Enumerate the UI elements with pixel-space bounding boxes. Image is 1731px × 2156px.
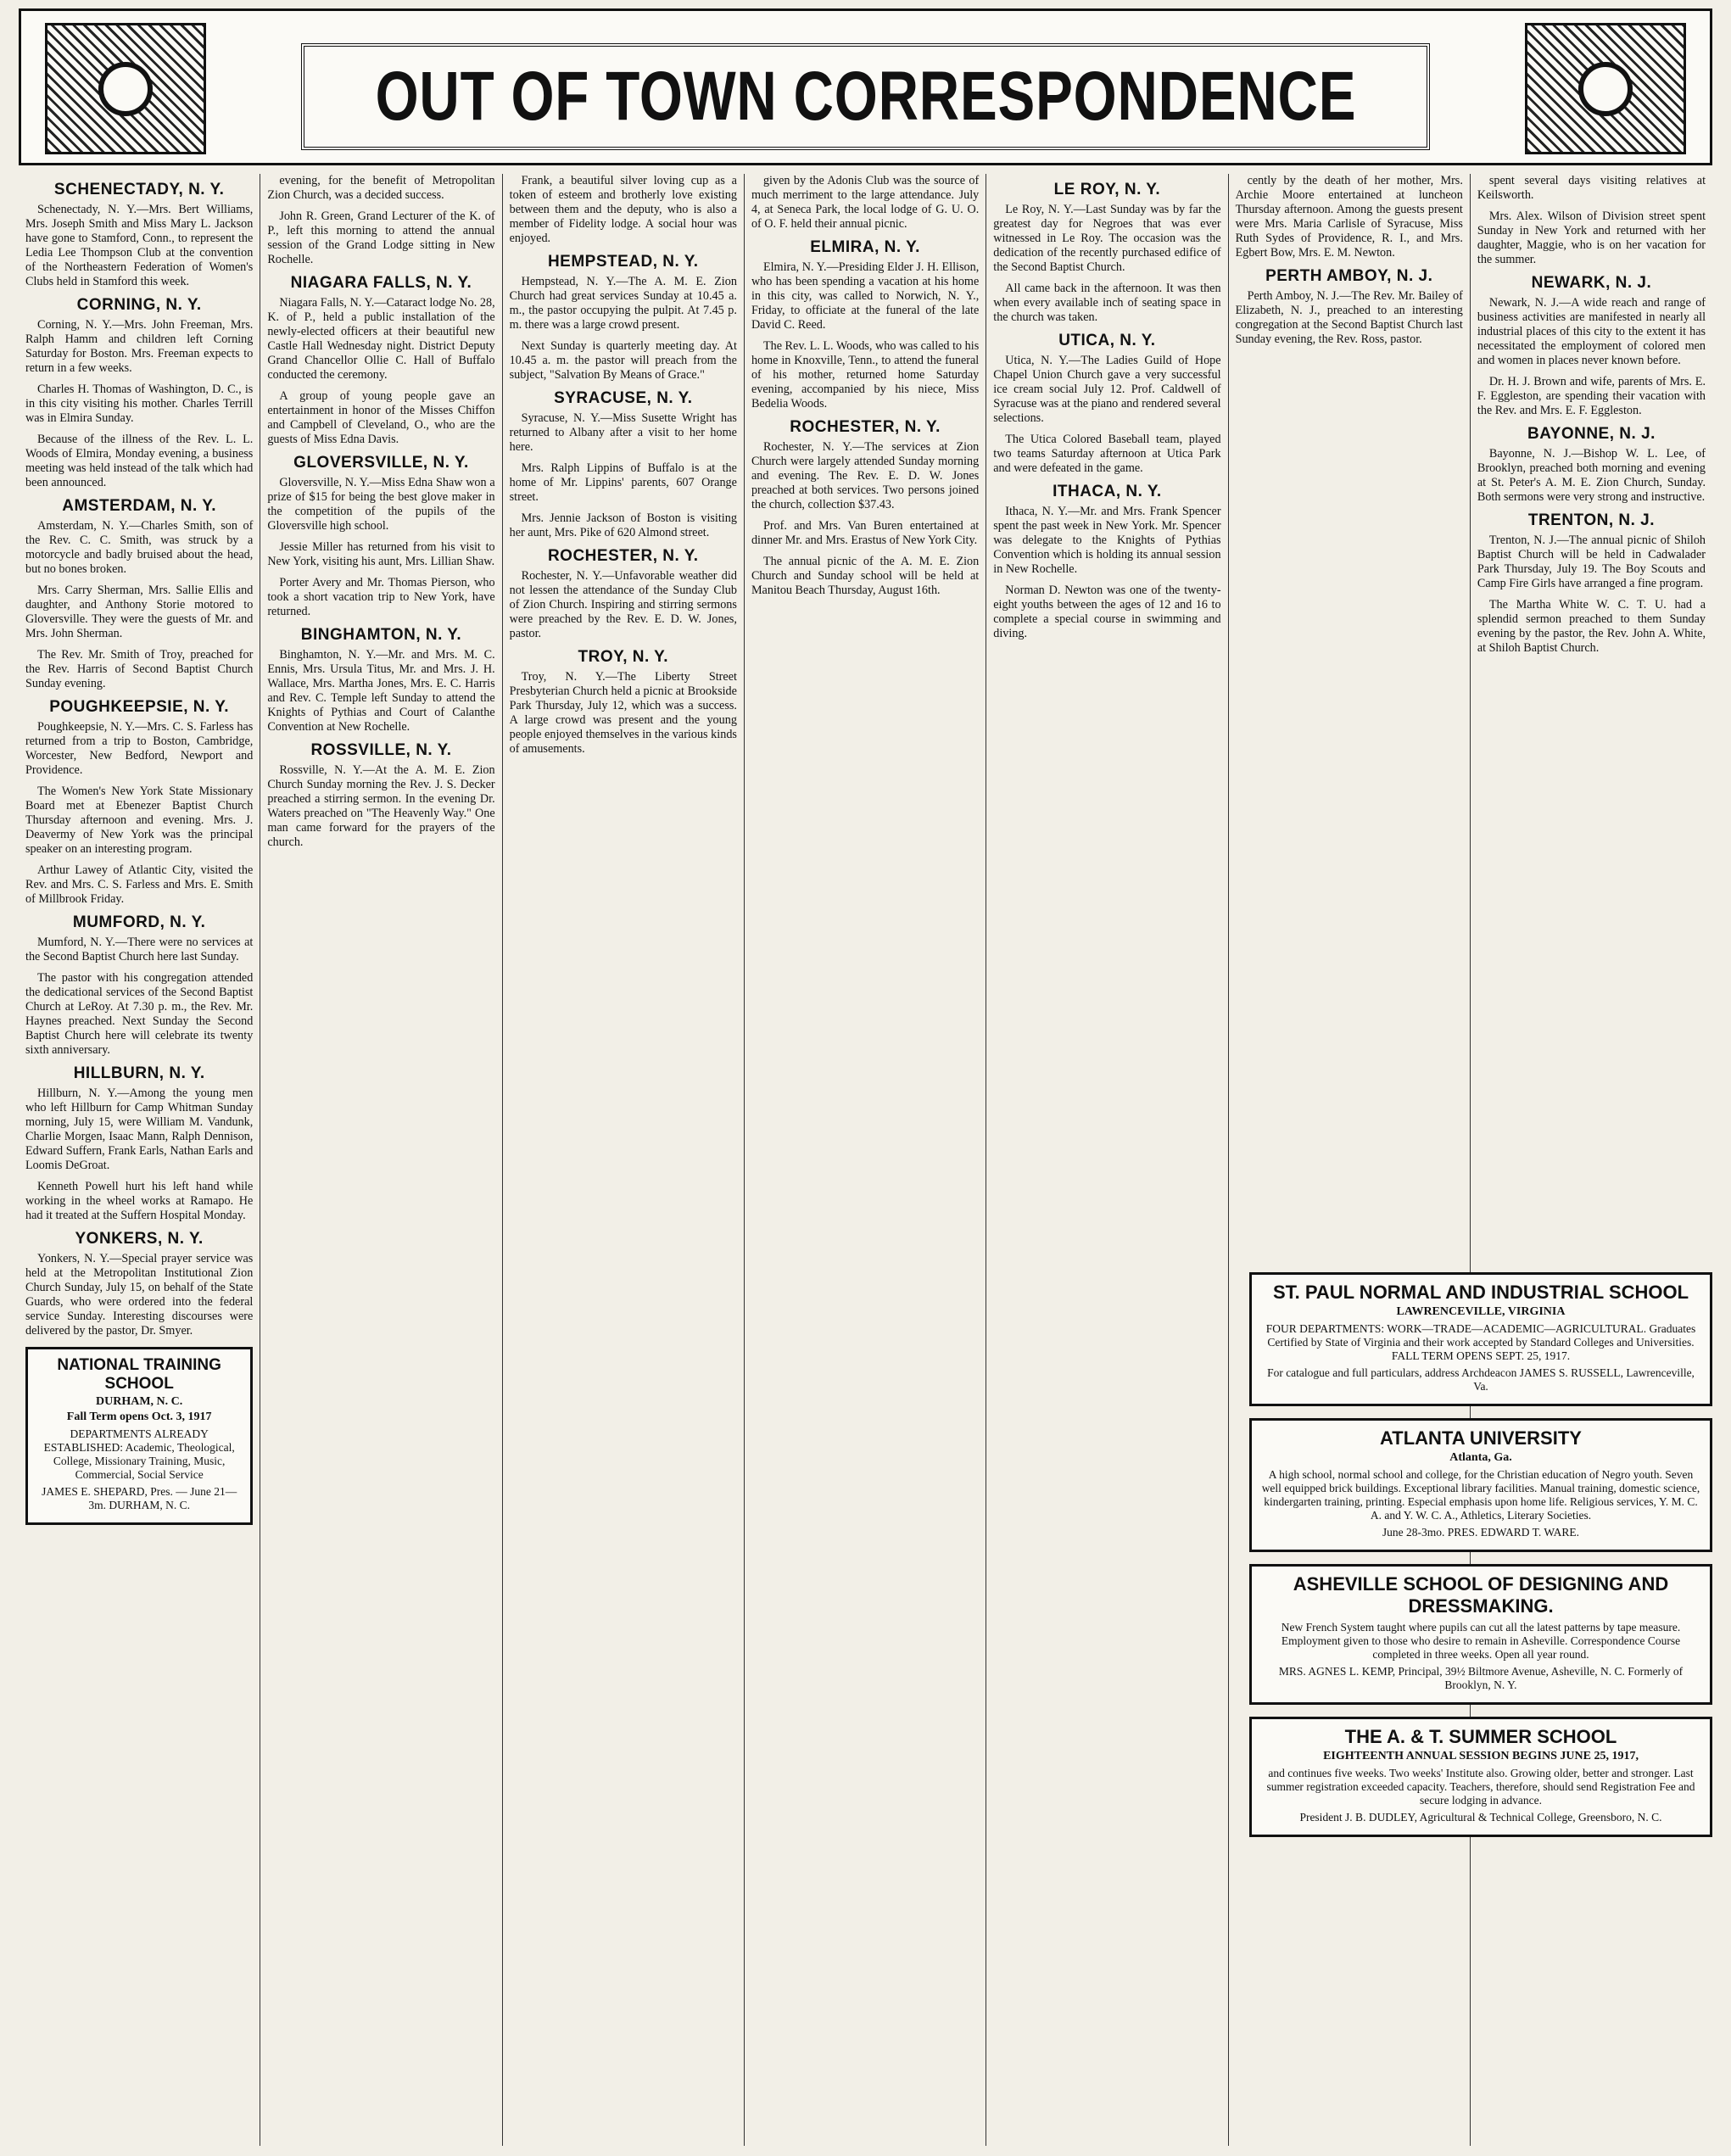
- article-paragraph: Jessie Miller has returned from his visit to New York, visiting his aunt, Mrs. Lillian Shaw.: [267, 540, 495, 568]
- article-paragraph: Utica, N. Y.—The Ladies Guild of Hope Chapel Union Church gave a very successful ice cream social July 12. Prof. Caldwell of Syracuse was at the piano and rendered several selections.: [993, 354, 1221, 425]
- ad-asheville: [1249, 1564, 1712, 1705]
- article-paragraph: Corning, N. Y.—Mrs. John Freeman, Mrs. Ralph Hamm and children left Corning Saturday for Boston. Mrs. Freeman expects to return in a few weeks.: [25, 318, 254, 375]
- article-paragraph: spent several days visiting relatives at Keilsworth.: [1477, 174, 1706, 202]
- ornament-right-icon: [1525, 23, 1686, 154]
- article-paragraph: Schenectady, N. Y.—Mrs. Bert Williams, Mrs. Joseph Smith and Miss Mary L. Jackson have gone to Stamford, Conn., to represent the Ledia Lee Thompson Club at the convention of the Northeastern Federation of Women's Clubs held in Stamford this week.: [25, 203, 254, 288]
- ad-title: ATLANTA UNIVERSITY: [1380, 1427, 1582, 1449]
- dateline-heading: TROY, N. Y.: [578, 648, 669, 666]
- article-paragraph: Poughkeepsie, N. Y.—Mrs. C. S. Farless has returned from a trip to Boston, Cambridge, Worcester, New Bedford, Newport and Providence.: [25, 720, 254, 777]
- article-paragraph: The Rev. Mr. Smith of Troy, preached for the Rev. Harris of Second Baptist Church Sunday evening.: [25, 648, 254, 690]
- article-paragraph: Mrs. Alex. Wilson of Division street spent Sunday in New York and returned with her daughter, Maggie, who is on her vacation for the summer.: [1477, 209, 1706, 266]
- dateline-heading: ELMIRA, N. Y.: [810, 238, 920, 256]
- dateline-heading: ROCHESTER, N. Y.: [547, 547, 699, 565]
- ad-subtitle: DURHAM, N. C.: [96, 1395, 183, 1408]
- article-paragraph: Mrs. Jennie Jackson of Boston is visiting her aunt, Mrs. Pike of 620 Almond street.: [509, 511, 737, 539]
- ad-body: and continues five weeks. Two weeks' Institute also. Growing older, better and stronger. Last summer registration exceeded capacity. Teachers, therefore, should send Registration Fee and secure lodging in advance.: [1266, 1767, 1695, 1807]
- article-paragraph: Hempstead, N. Y.—The A. M. E. Zion Church had great services Sunday at 10.45 a. m., the pastor occupying the pulpit. At 7.45 p. m. there was a large crowd present.: [509, 275, 737, 332]
- dateline-heading: ITHACA, N. Y.: [1053, 483, 1162, 500]
- ad-st-paul: [1249, 1272, 1712, 1406]
- article-paragraph: The pastor with his congregation attended the dedicational services of the Second Baptist Church at LeRoy. At 7.30 p. m., the Rev. Mr. Haynes preached. Next Sunday the Second Baptist Church here will celebrate its twenty sixth anniversary.: [25, 971, 254, 1057]
- dateline-heading: PERTH AMBOY, N. J.: [1265, 267, 1433, 285]
- ad-atlanta: [1249, 1418, 1712, 1552]
- article-paragraph: Mrs. Carry Sherman, Mrs. Sallie Ellis and daughter, and Anthony Storie motored to Gloversville. They were the guests of Mr. and Mrs. John Sherman.: [25, 584, 254, 640]
- article-paragraph: cently by the death of her mother, Mrs. Archie Moore entertained at luncheon Thursday afternoon. Among the guests present were Mrs. Maria Carlisle of Syracuse, Miss Ruth Sydes of Providence, R. I., and Mrs. Egbert Bow, Mrs. E. M. Newton.: [1235, 174, 1463, 260]
- article-paragraph: evening, for the benefit of Metropolitan Zion Church, was a decided success.: [267, 174, 495, 202]
- ad-contact: President J. B. DUDLEY, Agricultural & Technical College, Greensboro, N. C.: [1299, 1811, 1662, 1824]
- dateline-heading: CORNING, N. Y.: [76, 296, 202, 314]
- dateline-heading: ROCHESTER, N. Y.: [790, 418, 941, 436]
- article-paragraph: Norman D. Newton was one of the twenty-eight youths between the ages of 12 and 16 to complete a special course in swimming and diving.: [993, 584, 1221, 640]
- masthead-frame: [301, 43, 1430, 150]
- article-paragraph: Amsterdam, N. Y.—Charles Smith, son of the Rev. C. C. Smith, was struck by a motorcycle and badly bruised about the head, but no bones broken.: [25, 519, 254, 576]
- article-paragraph: Rossville, N. Y.—At the A. M. E. Zion Church Sunday morning the Rev. J. S. Decker preached a stirring sermon. In the evening Dr. Waters preached on "The Heavenly Way." One man came forward for the prayers of the church.: [267, 763, 495, 849]
- ad-term: Fall Term opens Oct. 3, 1917: [66, 1410, 212, 1423]
- article-paragraph: Gloversville, N. Y.—Miss Edna Shaw won a prize of $15 for being the best glove maker in the competition of the pupils of the Gloversville high school.: [267, 476, 495, 533]
- article-paragraph: The annual picnic of the A. M. E. Zion Church and Sunday school will be held at Manitou Beach Thursday, August 16th.: [751, 555, 980, 597]
- article-paragraph: Bayonne, N. J.—Bishop W. L. Lee, of Brooklyn, preached both morning and evening at St. Peter's A. M. E. Zion Church, Sunday. Both sermons were very strong and instructive.: [1477, 447, 1706, 504]
- ad-body: DEPARTMENTS ALREADY ESTABLISHED: Academic, Theological, College, Missionary Training, Music, Commercial, Social Service: [43, 1427, 235, 1481]
- article-paragraph: Mrs. Ralph Lippins of Buffalo is at the home of Mr. Lippins' parents, 607 Orange street.: [509, 461, 737, 504]
- article-paragraph: Binghamton, N. Y.—Mr. and Mrs. M. C. Ennis, Mrs. Ursula Titus, Mr. and Mrs. J. H. Wallace, Mrs. Martha Jones, Mrs. E. C. Harris and Rev. C. Temple left Sunday to attend the Knights of Pythias and Court of Calanthe Convention at New Rochelle.: [267, 648, 495, 734]
- column-1: [19, 174, 260, 2146]
- article-paragraph: Arthur Lawey of Atlantic City, visited the Rev. and Mrs. C. S. Farless and Mrs. E. Smith of Millbrook Friday.: [25, 863, 254, 906]
- dateline-heading: HEMPSTEAD, N. Y.: [547, 253, 699, 271]
- ad-contact: For catalogue and full particulars, address Archdeacon JAMES S. RUSSELL, Lawrenceville, Va.: [1267, 1366, 1695, 1393]
- article-paragraph: Kenneth Powell hurt his left hand while working in the wheel works at Ramapo. He had it treated at the Suffern Hospital Monday.: [25, 1180, 254, 1222]
- column-7: [1471, 174, 1712, 2146]
- ad-title: THE A. & T. SUMMER SCHOOL: [1344, 1726, 1617, 1747]
- ad-title: ASHEVILLE SCHOOL OF DESIGNING AND DRESSMAKING.: [1293, 1573, 1669, 1617]
- article-paragraph: Yonkers, N. Y.—Special prayer service was held at the Metropolitan Institutional Zion Church Sunday, July 15, on behalf of the State Guards, who were ordered into the federal service Sunday. Interesting discourses were delivered by the pastor, Dr. Smyer.: [25, 1252, 254, 1338]
- column-2: [260, 174, 502, 2146]
- dateline-heading: NEWARK, N. J.: [1531, 274, 1652, 292]
- dateline-heading: UTICA, N. Y.: [1058, 332, 1156, 349]
- article-paragraph: Because of the illness of the Rev. L. L. Woods of Elmira, Monday evening, a business meeting was held instead of the talk which had been announced.: [25, 433, 254, 489]
- dateline-heading: YONKERS, N. Y.: [75, 1230, 204, 1248]
- article-paragraph: Elmira, N. Y.—Presiding Elder J. H. Ellison, who has been spending a vacation at his home in this city, was called to Norwich, N. Y., Friday, to officiate at the funeral of the late David C. Reed.: [751, 260, 980, 332]
- article-paragraph: John R. Green, Grand Lecturer of the K. of P., left this morning to attend the annual session of the Grand Lodge sitting in New Rochelle.: [267, 209, 495, 266]
- ad-subtitle: Atlanta, Ga.: [1449, 1451, 1512, 1464]
- column-5: [986, 174, 1228, 2146]
- article-paragraph: The Utica Colored Baseball team, played two teams Saturday afternoon at Utica Park and were defeated in the game.: [993, 433, 1221, 475]
- ad-body: New French System taught where pupils can cut all the latest patterns by tape measure. Employment given to those who desire to remain in Asheville. Correspondence Course completed in three weeks. Open all year round.: [1281, 1621, 1681, 1661]
- ad-title: ST. PAUL NORMAL AND INDUSTRIAL SCHOOL: [1272, 1282, 1689, 1303]
- article-paragraph: The Women's New York State Missionary Board met at Ebenezer Baptist Church Thursday afternoon and evening. Mrs. J. Deavermy of New York was the principal speaker on an interesting program.: [25, 785, 254, 856]
- article-paragraph: Mumford, N. Y.—There were no services at the Second Baptist Church here last Sunday.: [25, 936, 254, 963]
- dateline-heading: BINGHAMTON, N. Y.: [300, 626, 462, 644]
- ad-contact: MRS. AGNES L. KEMP, Principal, 39½ Biltmore Avenue, Asheville, N. C. Formerly of Brooklyn, N. Y.: [1278, 1665, 1684, 1691]
- column-6: [1229, 174, 1471, 2146]
- article-paragraph: A group of young people gave an entertainment in honor of the Misses Chiffon and Campbell of Cleveland, O., who are the guests of Miss Edna Davis.: [267, 389, 495, 446]
- article-paragraph: Newark, N. J.—A wide reach and range of business activities are manifested in nearly all industrial places of this city to the extent it has necessitated the employment of colored men and women in places never known before.: [1477, 296, 1706, 367]
- ad-body: FOUR DEPARTMENTS: WORK—TRADE—ACADEMIC—AGRICULTURAL. Graduates Certified by State of Virginia and their work accepted by Standard Colleges and Universities. FALL TERM OPENS SEPT. 25, 1917.: [1265, 1322, 1696, 1362]
- article-columns: [19, 174, 1712, 2146]
- dateline-heading: SYRACUSE, N. Y.: [554, 389, 693, 407]
- page-title: OUT OF TOWN CORRESPONDENCE: [375, 58, 1356, 135]
- dateline-heading: BAYONNE, N. J.: [1527, 425, 1656, 443]
- ad-body: A high school, normal school and college, for the Christian education of Negro youth. Seven well equipped brick buildings. Exceptional library facilities. Manual training, domestic science, kindergarten training, printing. Especial emphasis upon home life. Religious services, Y. M. C. A. and Y. W. C. A., Athletics, Literary Societies.: [1261, 1468, 1700, 1522]
- article-paragraph: Hillburn, N. Y.—Among the young men who left Hillburn for Camp Whitman Sunday morning, July 15, were William M. Vandunk, Charlie Morgen, Isaac Mann, Ralph Dennison, Edward Suffern, Frank Earls, Nathan Earls and Loomis DeGroat.: [25, 1086, 254, 1172]
- ad-contact: June 28-3mo. PRES. EDWARD T. WARE.: [1382, 1526, 1580, 1539]
- ad-title: NATIONAL TRAINING SCHOOL: [57, 1356, 221, 1393]
- advertisement-block: [1249, 1272, 1712, 1849]
- ad-subtitle: EIGHTEENTH ANNUAL SESSION BEGINS JUNE 25, 1917,: [1323, 1750, 1639, 1762]
- dateline-heading: NIAGARA FALLS, N. Y.: [290, 274, 472, 292]
- ad-subtitle: LAWRENCEVILLE, VIRGINIA: [1396, 1305, 1566, 1318]
- article-paragraph: Perth Amboy, N. J.—The Rev. Mr. Bailey of Elizabeth, N. J., preached to an interesting congregation at the Second Baptist Church last Sunday evening, the Rev. Ross, pastor.: [1235, 289, 1463, 346]
- ad-a-and-t: [1249, 1717, 1712, 1837]
- dateline-heading: MUMFORD, N. Y.: [72, 913, 206, 931]
- column-3: [503, 174, 745, 2146]
- article-paragraph: Porter Avery and Mr. Thomas Pierson, who took a short vacation trip to New York, have returned.: [267, 576, 495, 618]
- article-paragraph: All came back in the afternoon. It was then when every available inch of seating space in the church was taken.: [993, 282, 1221, 324]
- article-paragraph: given by the Adonis Club was the source of much merriment to the large attendance. July 4, at Seneca Park, the local lodge of G. U. O. of O. F. held their annual picnic.: [751, 174, 980, 231]
- article-paragraph: Troy, N. Y.—The Liberty Street Presbyterian Church held a picnic at Brookside Park Thursday, July 12, which was a success. A large crowd was present and the young people enjoyed themselves in the various kinds of amusements.: [509, 670, 737, 756]
- article-paragraph: Le Roy, N. Y.—Last Sunday was by far the greatest day for Negroes that was ever witnessed in Le Roy. The occasion was the dedication of the recently purchased edifice of the Second Baptist Church.: [993, 203, 1221, 274]
- article-paragraph: Syracuse, N. Y.—Miss Susette Wright has returned to Albany after a visit to her home here.: [509, 411, 737, 454]
- dateline-heading: ROSSVILLE, N. Y.: [310, 741, 452, 759]
- dateline-heading: LE ROY, N. Y.: [1053, 181, 1161, 198]
- article-paragraph: Next Sunday is quarterly meeting day. At 10.45 a. m. the pastor will preach from the subject, "Salvation By Means of Grace.": [509, 339, 737, 382]
- article-paragraph: The Rev. L. L. Woods, who was called to his home in Knoxville, Tenn., to attend the funeral of his mother, returned home Saturday evening, accompanied by his niece, Miss Bedelia Woods.: [751, 339, 980, 411]
- article-paragraph: Dr. H. J. Brown and wife, parents of Mrs. E. F. Eggleston, are spending their vacation with the Rev. and Mrs. E. F. Eggleston.: [1477, 375, 1706, 417]
- dateline-heading: TRENTON, N. J.: [1527, 511, 1656, 529]
- article-paragraph: Trenton, N. J.—The annual picnic of Shiloh Baptist Church will be held in Cadwalader Park Thursday, July 19. The Boy Scouts and Camp Fire Girls have arranged a fine program.: [1477, 533, 1706, 590]
- dateline-heading: AMSTERDAM, N. Y.: [62, 497, 217, 515]
- dateline-heading: POUGHKEEPSIE, N. Y.: [49, 698, 230, 716]
- article-paragraph: Niagara Falls, N. Y.—Cataract lodge No. 28, K. of P., held a public installation of the newly-elected officers at their beautiful new Castle Hall Wednesday night. District Deputy Grand Chancellor Ollie C. Hall of Buffalo conducted the ceremony.: [267, 296, 495, 382]
- dateline-heading: HILLBURN, N. Y.: [73, 1064, 205, 1082]
- ad-national-training-school: [25, 1347, 253, 1525]
- dateline-heading: GLOVERSVILLE, N. Y.: [293, 454, 469, 472]
- article-paragraph: Ithaca, N. Y.—Mr. and Mrs. Frank Spencer spent the past week in New York. Mr. Spencer was delegate to the Knights of Pythias Convention which is holding its annual session in New Rochelle.: [993, 505, 1221, 576]
- article-paragraph: Rochester, N. Y.—Unfavorable weather did not lessen the attendance of the Sunday Club of Zion Church. Inspiring and stirring sermons were preached by the Rev. E. D. W. Jones, pastor.: [509, 569, 737, 640]
- dateline-heading: SCHENECTADY, N. Y.: [53, 181, 225, 198]
- ad-contact: JAMES E. SHEPARD, Pres. — June 21—3m. DURHAM, N. C.: [42, 1485, 237, 1511]
- column-4: [745, 174, 986, 2146]
- article-paragraph: The Martha White W. C. T. U. had a splendid sermon preached to them Sunday evening by the pastor, the Rev. John A. White, at Shiloh Baptist Church.: [1477, 598, 1706, 655]
- article-paragraph: Charles H. Thomas of Washington, D. C., is in this city visiting his mother. Charles Terrill was in Elmira Sunday.: [25, 383, 254, 425]
- article-paragraph: Frank, a beautiful silver loving cup as a token of esteem and brotherly love existing between them and the deputy, who is also a member of Fidelity lodge. A social hour was enjoyed.: [509, 174, 737, 245]
- masthead-banner: [19, 8, 1712, 165]
- ornament-left-icon: [45, 23, 206, 154]
- article-paragraph: Rochester, N. Y.—The services at Zion Church were largely attended Sunday morning and evening. The Rev. E. D. W. Jones preached at both services. Two persons joined the church, collection $37.43.: [751, 440, 980, 511]
- article-paragraph: Prof. and Mrs. Van Buren entertained at dinner Mr. and Mrs. Erastus of New York City.: [751, 519, 980, 547]
